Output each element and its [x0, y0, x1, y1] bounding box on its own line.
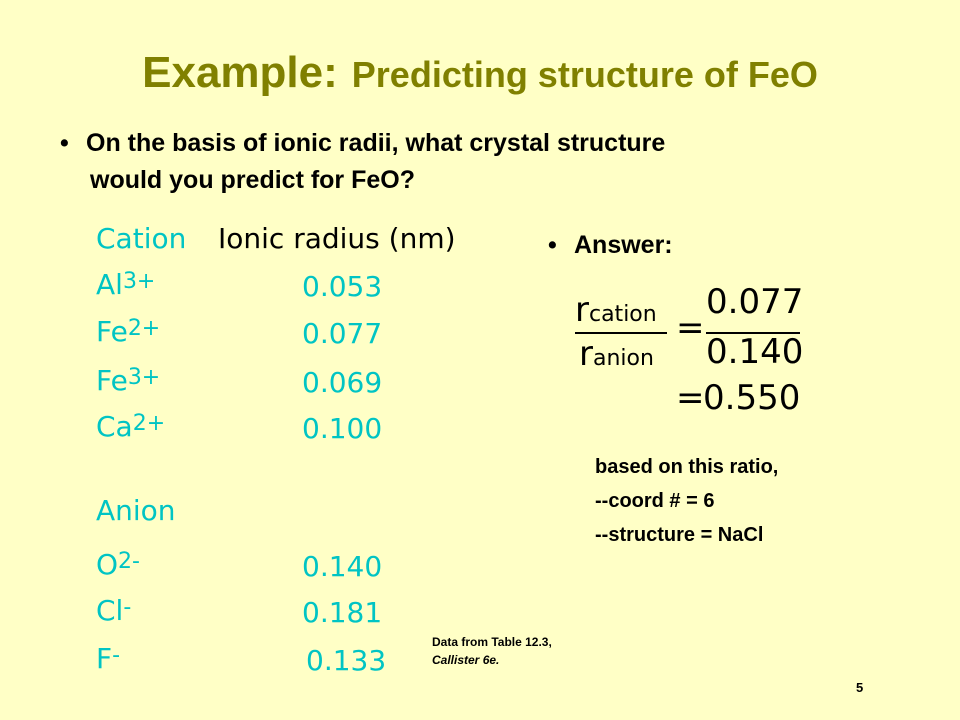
table-header-cation: Cation: [96, 222, 187, 255]
table-row-radius: 0.140: [302, 550, 383, 583]
source-note: [432, 633, 552, 669]
answer-heading: [548, 228, 673, 262]
ratio-result: 0.550: [703, 378, 801, 418]
source-line-1: Data from Table 12.3,: [432, 635, 552, 649]
table-row-ion: $Fe^{2+}$: [96, 315, 161, 348]
conclusion-line: --coord # = 6: [595, 490, 715, 512]
denominator-value: 0.140: [706, 332, 804, 372]
conclusion: [595, 450, 778, 552]
question-line-2: would you predict for FeO?: [90, 166, 415, 194]
table-row-ion: $Al^{3+}$: [96, 268, 156, 301]
r-anion: ranion: [579, 334, 654, 374]
table-row-radius: 0.053: [302, 270, 383, 303]
question-line-1: [60, 126, 665, 160]
table-row-ion: Cl-: [96, 594, 132, 627]
table-row-radius: 0.133: [306, 644, 387, 677]
slide-title: [0, 48, 960, 98]
numerator-value: 0.077: [706, 282, 804, 322]
result-equals-sign: =: [676, 378, 705, 418]
question-text-1: On the basis of ionic radii, what crystal structure: [86, 129, 666, 157]
answer-label: Answer:: [574, 231, 673, 259]
source-line-2: Callister 6e.: [432, 653, 500, 667]
r-cation: rcation: [575, 290, 657, 330]
conclusion-line: --structure = NaCl: [595, 524, 764, 546]
table-row-radius: 0.181: [302, 596, 383, 629]
table-header-anion: Anion: [96, 494, 176, 527]
equals-sign: =: [676, 308, 705, 348]
bullet-icon: •: [60, 129, 69, 157]
table-row-ion: $O^{2-}$: [96, 548, 140, 581]
bullet-icon: •: [548, 231, 557, 259]
title-topic: Predicting structure of FeO: [351, 54, 818, 95]
table-row-ion: F-: [96, 642, 121, 675]
table-row-ion: $Ca^{2+}$: [96, 410, 166, 443]
table-row-ion: $Fe^{3+}$: [96, 364, 161, 397]
table-row-radius: 0.100: [302, 412, 383, 445]
title-example: Example:: [142, 48, 338, 97]
page-number: 5: [856, 680, 864, 695]
table-header-radius: Ionic radius (nm): [218, 222, 456, 255]
conclusion-line: based on this ratio,: [595, 456, 779, 478]
table-row-radius: 0.077: [302, 317, 383, 350]
table-row-radius: 0.069: [302, 366, 383, 399]
